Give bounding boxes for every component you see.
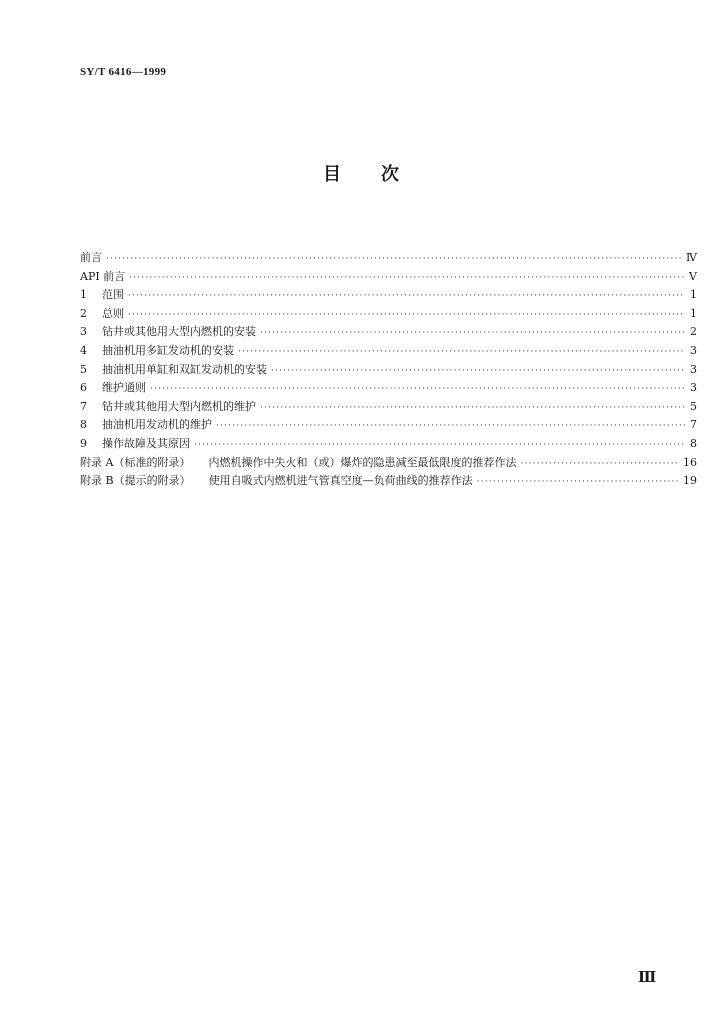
toc-entry-label: 抽油机用单缸和双缸发动机的安装 bbox=[102, 362, 267, 376]
toc-entry-label: 维护通则 bbox=[102, 381, 146, 395]
dot-leader bbox=[260, 399, 685, 418]
toc-entry-label: 抽油机用发动机的维护 bbox=[102, 418, 212, 432]
toc-entry-8[interactable] bbox=[80, 416, 697, 435]
toc-entry-page: 5 bbox=[690, 399, 697, 413]
toc-entry-label: 前言 bbox=[80, 251, 102, 264]
toc-entry-2[interactable] bbox=[80, 305, 697, 324]
toc-entry-label: 操作故障及其原因 bbox=[102, 436, 190, 450]
dot-leader bbox=[260, 324, 685, 343]
appendix-title: 内燃机操作中失火和（或）爆炸的隐患减至最低限度的推荐作法 bbox=[208, 455, 517, 469]
toc-entry-page: 2 bbox=[690, 325, 697, 339]
toc-entry-label: 范围 bbox=[102, 288, 124, 302]
toc-entry-label: 抽油机用多缸发动机的安装 bbox=[102, 343, 234, 357]
toc-entry-page: 3 bbox=[690, 362, 697, 376]
dot-leader bbox=[128, 287, 685, 306]
toc-entry-page: Ⅳ bbox=[686, 251, 697, 264]
toc-entry-page: 8 bbox=[690, 436, 697, 450]
dot-leader bbox=[194, 436, 685, 455]
toc-entry-appendix-b[interactable] bbox=[80, 472, 697, 491]
toc-entry-label: API 前言 bbox=[80, 269, 126, 283]
toc-entry-1[interactable] bbox=[80, 286, 697, 305]
toc-entry-5[interactable] bbox=[80, 361, 697, 380]
dot-leader bbox=[216, 417, 685, 436]
toc-entry-7[interactable] bbox=[80, 398, 697, 417]
page-number: Ⅲ bbox=[638, 970, 657, 986]
toc-entry-number: 5 bbox=[80, 362, 87, 376]
appendix-label: 附录 B（提示的附录） bbox=[80, 474, 191, 488]
toc-entry-number: 7 bbox=[80, 399, 87, 413]
dot-leader bbox=[271, 362, 685, 381]
toc-entry-label: 钻井或其他用大型内燃机的安装 bbox=[102, 325, 256, 339]
table-of-contents bbox=[80, 249, 697, 491]
title-char-2: 次 bbox=[381, 164, 401, 185]
toc-entry-number: 2 bbox=[80, 306, 87, 320]
standard-code: SY/T 6416—1999 bbox=[80, 66, 167, 78]
dot-leader bbox=[477, 473, 679, 492]
toc-entry-number: 9 bbox=[80, 436, 87, 450]
dot-leader bbox=[128, 306, 685, 325]
toc-entry-3[interactable] bbox=[80, 323, 697, 342]
title-char-1: 目 bbox=[323, 164, 343, 185]
dot-leader bbox=[150, 380, 685, 399]
toc-entry-api-foreword[interactable] bbox=[80, 268, 697, 287]
toc-entry-page: Ⅴ bbox=[689, 269, 697, 283]
dot-leader bbox=[238, 343, 685, 362]
appendix-label: 附录 A（标准的附录） bbox=[80, 455, 191, 469]
toc-entry-number: 4 bbox=[80, 343, 87, 357]
toc-entry-4[interactable] bbox=[80, 342, 697, 361]
toc-entry-number: 6 bbox=[80, 381, 87, 395]
toc-entry-page: 3 bbox=[690, 343, 697, 357]
dot-leader bbox=[520, 455, 679, 474]
toc-entry-9[interactable] bbox=[80, 435, 697, 454]
toc-entry-page: 3 bbox=[690, 381, 697, 395]
toc-entry-number: 8 bbox=[80, 418, 87, 432]
toc-entry-label: 总则 bbox=[102, 306, 124, 320]
toc-entry-number: 1 bbox=[80, 288, 87, 302]
toc-entry-foreword[interactable] bbox=[80, 249, 697, 268]
appendix-title: 使用自吸式内燃机进气管真空度—负荷曲线的推荐作法 bbox=[208, 474, 473, 488]
toc-entry-page: 7 bbox=[690, 418, 697, 432]
toc-entry-6[interactable] bbox=[80, 379, 697, 398]
toc-entry-page: 19 bbox=[683, 474, 697, 488]
dot-leader bbox=[129, 269, 685, 288]
toc-entry-number: 3 bbox=[80, 325, 87, 339]
toc-entry-page: 1 bbox=[690, 288, 697, 302]
toc-entry-appendix-a[interactable] bbox=[80, 454, 697, 473]
toc-entry-page: 16 bbox=[683, 455, 697, 469]
toc-entry-label: 钻井或其他用大型内燃机的维护 bbox=[102, 399, 256, 413]
toc-entry-page: 1 bbox=[690, 306, 697, 320]
page-title bbox=[0, 160, 724, 186]
dot-leader bbox=[106, 250, 682, 269]
